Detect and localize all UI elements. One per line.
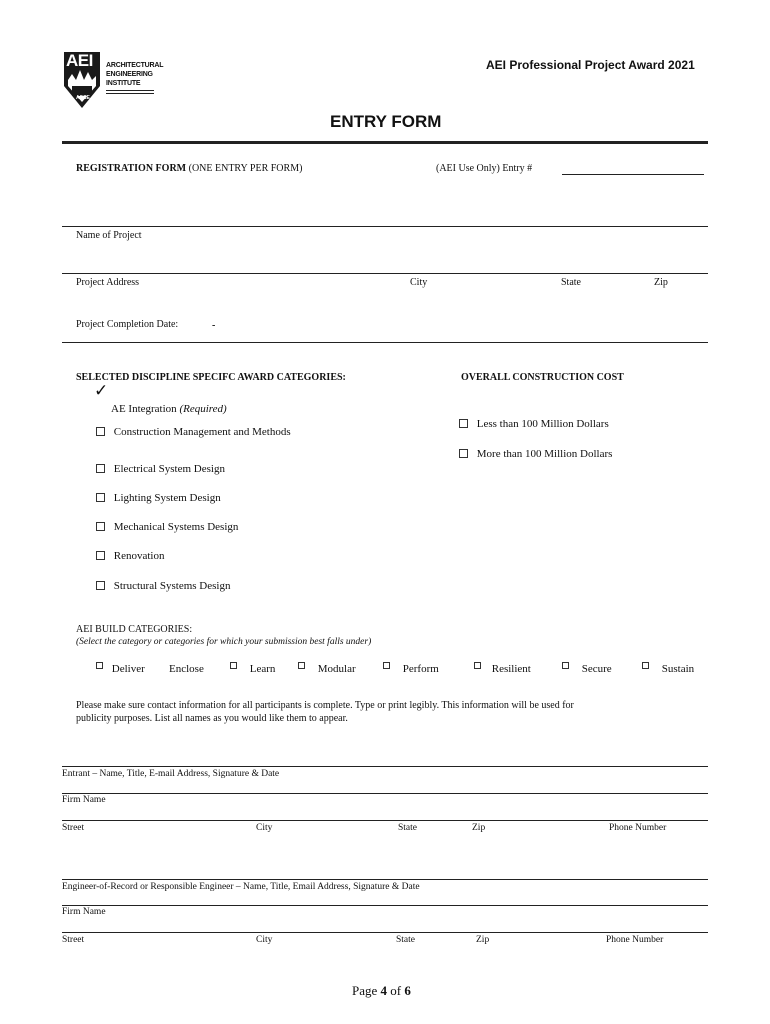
engineer-zip-label: Zip bbox=[476, 935, 490, 945]
project-name-label: Name of Project bbox=[76, 230, 142, 241]
entrant-signature-field[interactable] bbox=[62, 766, 708, 767]
discipline-option-lighting[interactable] bbox=[96, 492, 221, 504]
checkbox-icon[interactable] bbox=[96, 464, 105, 473]
build-option-secure[interactable] bbox=[562, 663, 612, 675]
checkmark-icon: ✓ bbox=[94, 381, 109, 401]
entrant-street-label: Street bbox=[62, 823, 85, 833]
entrant-zip-label: Zip bbox=[472, 823, 486, 833]
page-number bbox=[352, 983, 411, 999]
option-label: Modular bbox=[317, 663, 356, 675]
checkbox-icon[interactable] bbox=[230, 662, 237, 669]
of-word: of bbox=[390, 983, 402, 998]
title-rule bbox=[62, 141, 708, 144]
checkbox-icon[interactable] bbox=[642, 662, 649, 669]
logo-rule bbox=[106, 93, 154, 94]
completion-date-label: Project Completion Date: bbox=[76, 319, 179, 330]
required-note: (Required) bbox=[179, 403, 227, 415]
discipline-required-item bbox=[111, 403, 227, 415]
engineer-state-label: State bbox=[396, 935, 415, 945]
build-option-modular[interactable] bbox=[298, 663, 356, 675]
engineer-signature-field[interactable] bbox=[62, 879, 708, 880]
build-option-learn[interactable] bbox=[230, 663, 275, 675]
cost-heading: OVERALL CONSTRUCTION COST bbox=[461, 372, 624, 383]
option-label: More than 100 Million Dollars bbox=[476, 448, 613, 460]
logo-text: AEI bbox=[66, 51, 93, 70]
engineer-city-label: City bbox=[256, 935, 273, 945]
checkbox-icon[interactable] bbox=[383, 662, 390, 669]
page-current: 4 bbox=[380, 983, 388, 998]
engineer-firm-field[interactable] bbox=[62, 905, 708, 906]
option-label: Lighting System Design bbox=[113, 492, 221, 504]
checkbox-icon[interactable] bbox=[474, 662, 481, 669]
checkbox-icon[interactable] bbox=[459, 419, 468, 428]
registration-label bbox=[76, 163, 302, 174]
discipline-heading: SELECTED DISCIPLINE SPECIFC AWARD CATEGORIES: bbox=[76, 372, 346, 383]
build-option-sustain[interactable] bbox=[642, 663, 694, 675]
option-label: Electrical System Design bbox=[113, 463, 225, 475]
entrant-firm-label: Firm Name bbox=[62, 795, 106, 805]
contact-notice-line-2: publicity purposes. List all names as you would like them to appear. bbox=[76, 713, 348, 724]
option-label: Sustain bbox=[661, 663, 695, 675]
page-total: 6 bbox=[404, 983, 411, 998]
engineer-address-field[interactable] bbox=[62, 932, 708, 933]
registration-label-note: (ONE ENTRY PER FORM) bbox=[188, 163, 303, 174]
option-label: Secure bbox=[581, 663, 612, 675]
contact-notice-line-1: Please make sure contact information for all participants is complete. Type or print legibly. This information will be used for bbox=[76, 700, 574, 711]
checkbox-icon[interactable] bbox=[96, 522, 105, 531]
cost-option-more[interactable] bbox=[459, 448, 612, 460]
option-label: Learn bbox=[249, 663, 276, 675]
engineer-street-label: Street bbox=[62, 935, 85, 945]
option-label: Structural Systems Design bbox=[113, 580, 231, 592]
aei-use-label: (AEI Use Only) Entry # bbox=[436, 163, 533, 174]
engineer-firm-label: Firm Name bbox=[62, 907, 106, 917]
build-option-resilient[interactable] bbox=[474, 663, 531, 675]
entrant-phone-label: Phone Number bbox=[609, 823, 667, 833]
engineer-label: Engineer-of-Record or Responsible Engineer – Name, Title, Email Address, Signature & Date bbox=[62, 882, 420, 892]
completion-date-field[interactable]: - bbox=[212, 320, 216, 331]
logo-line-3: INSTITUTE bbox=[106, 80, 141, 87]
build-option-perform[interactable] bbox=[383, 663, 439, 675]
option-label: Enclose bbox=[169, 663, 204, 675]
build-subheading-text: (Select the category or categories for which your submission best falls under) bbox=[76, 637, 372, 647]
discipline-option-structural[interactable] bbox=[96, 580, 230, 592]
divider bbox=[62, 273, 708, 274]
option-label: Deliver bbox=[111, 663, 145, 675]
divider bbox=[62, 342, 708, 343]
discipline-option-electrical[interactable] bbox=[96, 463, 225, 475]
build-subheading bbox=[76, 637, 371, 647]
award-title: AEI Professional Project Award 2021 bbox=[486, 58, 695, 72]
discipline-option-renovation[interactable] bbox=[96, 550, 164, 562]
required-item-label: AE Integration bbox=[111, 403, 177, 415]
logo-line-2: ENGINEERING bbox=[106, 71, 153, 78]
checkbox-icon[interactable] bbox=[96, 427, 105, 436]
logo-badge: ASCE bbox=[76, 95, 90, 101]
project-name-field[interactable] bbox=[62, 244, 708, 272]
checkbox-icon[interactable] bbox=[298, 662, 305, 669]
logo-line-1: ARCHITECTURAL bbox=[106, 62, 164, 69]
entrant-label: Entrant – Name, Title, E-mail Address, Signature & Date bbox=[62, 769, 280, 779]
cost-option-less[interactable] bbox=[459, 418, 609, 430]
build-heading: AEI BUILD CATEGORIES: bbox=[76, 624, 193, 635]
engineer-phone-label: Phone Number bbox=[606, 935, 664, 945]
project-zip-label: Zip bbox=[654, 277, 668, 288]
option-label: Resilient bbox=[491, 663, 531, 675]
checkbox-icon[interactable] bbox=[96, 551, 105, 560]
divider bbox=[62, 226, 708, 227]
discipline-option-construction[interactable] bbox=[96, 426, 291, 438]
checkbox-icon[interactable] bbox=[96, 493, 105, 502]
checkbox-icon[interactable] bbox=[562, 662, 569, 669]
checkbox-icon[interactable] bbox=[96, 581, 105, 590]
checkbox-icon[interactable] bbox=[459, 449, 468, 458]
entry-number-field[interactable] bbox=[562, 174, 704, 175]
build-option-enclose[interactable] bbox=[169, 663, 204, 675]
build-option-deliver[interactable] bbox=[96, 663, 145, 675]
option-label: Mechanical Systems Design bbox=[113, 521, 239, 533]
logo-rule bbox=[106, 90, 154, 91]
option-label: Perform bbox=[402, 663, 439, 675]
option-label: Less than 100 Million Dollars bbox=[476, 418, 609, 430]
entrant-address-field[interactable] bbox=[62, 820, 708, 821]
option-label: Construction Management and Methods bbox=[113, 426, 291, 438]
entrant-firm-field[interactable] bbox=[62, 793, 708, 794]
form-title: ENTRY FORM bbox=[330, 112, 442, 131]
checkbox-icon[interactable] bbox=[96, 662, 103, 669]
entrant-city-label: City bbox=[256, 823, 273, 833]
option-label: Renovation bbox=[113, 550, 165, 562]
project-city-label: City bbox=[410, 277, 428, 288]
project-state-label: State bbox=[561, 277, 581, 288]
project-address-label: Project Address bbox=[76, 277, 140, 288]
registration-label-bold: REGISTRATION FORM bbox=[76, 163, 187, 174]
entrant-state-label: State bbox=[398, 823, 417, 833]
page-word: Page bbox=[352, 983, 378, 998]
discipline-option-mechanical[interactable] bbox=[96, 521, 238, 533]
